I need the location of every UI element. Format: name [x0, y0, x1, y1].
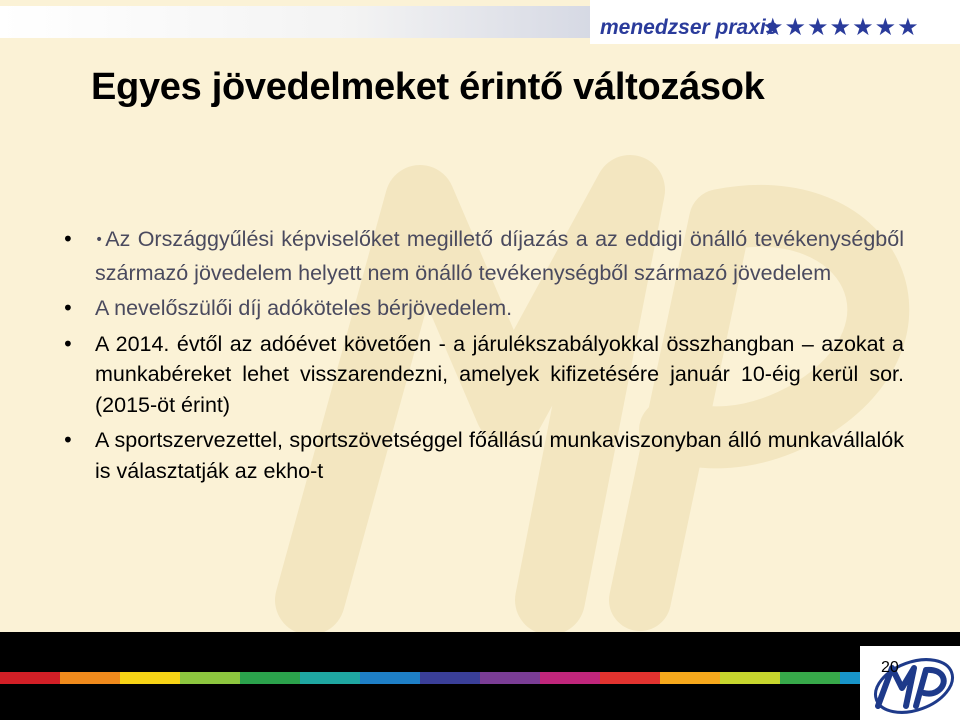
- slide-title: Egyes jövedelmeket érintő változások: [91, 66, 765, 108]
- mp-logo-icon: [860, 646, 960, 720]
- bullet-dot-icon: •: [62, 331, 74, 356]
- color-stripe: [300, 672, 360, 684]
- top-banner: [0, 0, 960, 44]
- color-stripe: [720, 672, 780, 684]
- top-banner-gradient: [0, 6, 590, 38]
- star-icon: ★★★★★★★: [762, 13, 920, 41]
- color-stripe: [600, 672, 660, 684]
- logo-box: [860, 646, 960, 720]
- color-stripe: [180, 672, 240, 684]
- bullet-text: A 2014. évtől az adóévet követően - a járulékszabályokkal összhangban – azokat a munkabéreket lehet visszarendezni, amelyek kifizetésére január 10-éig kerül sor. (2015-öt érint): [95, 331, 904, 417]
- color-stripe: [780, 672, 840, 684]
- bullet-item: [62, 425, 904, 486]
- bullet-list: [62, 224, 904, 486]
- bullet-dot-icon: •: [62, 227, 74, 251]
- color-stripe: [0, 672, 60, 684]
- color-stripe: [240, 672, 300, 684]
- bullet-text: A sportszervezettel, sportszövetséggel főállású munkaviszonyban álló munkavállalók is választatják az ekho-t: [95, 428, 904, 483]
- color-stripe-bar: [0, 672, 900, 684]
- bullet-text: A nevelőszülői díj adóköteles bérjövedelem.: [95, 296, 513, 320]
- color-stripe: [360, 672, 420, 684]
- bullet-item: [62, 293, 904, 324]
- bullet-text: [95, 227, 904, 285]
- bullet-dot-icon: •: [95, 232, 104, 248]
- color-stripe: [480, 672, 540, 684]
- bullet-item: [62, 224, 904, 288]
- slide-number: 20: [881, 659, 899, 676]
- footer-bar: [0, 632, 960, 672]
- color-stripe: [60, 672, 120, 684]
- brand-name: menedzser praxis: [600, 16, 778, 39]
- color-stripe: [120, 672, 180, 684]
- bullet-text-body: Az Országgyűlési képviselőket megillető díjazás a az eddigi önálló tevékenységből származó jövedelem helyett nem önálló tevékenységből származó jövedelem: [95, 227, 904, 285]
- bullet-item: [62, 329, 904, 421]
- footer-bottom-bar: [0, 684, 960, 720]
- color-stripe: [540, 672, 600, 684]
- bullet-dot-icon: •: [62, 296, 74, 320]
- bullet-dot-icon: •: [62, 428, 74, 452]
- color-stripe: [420, 672, 480, 684]
- color-stripe: [660, 672, 720, 684]
